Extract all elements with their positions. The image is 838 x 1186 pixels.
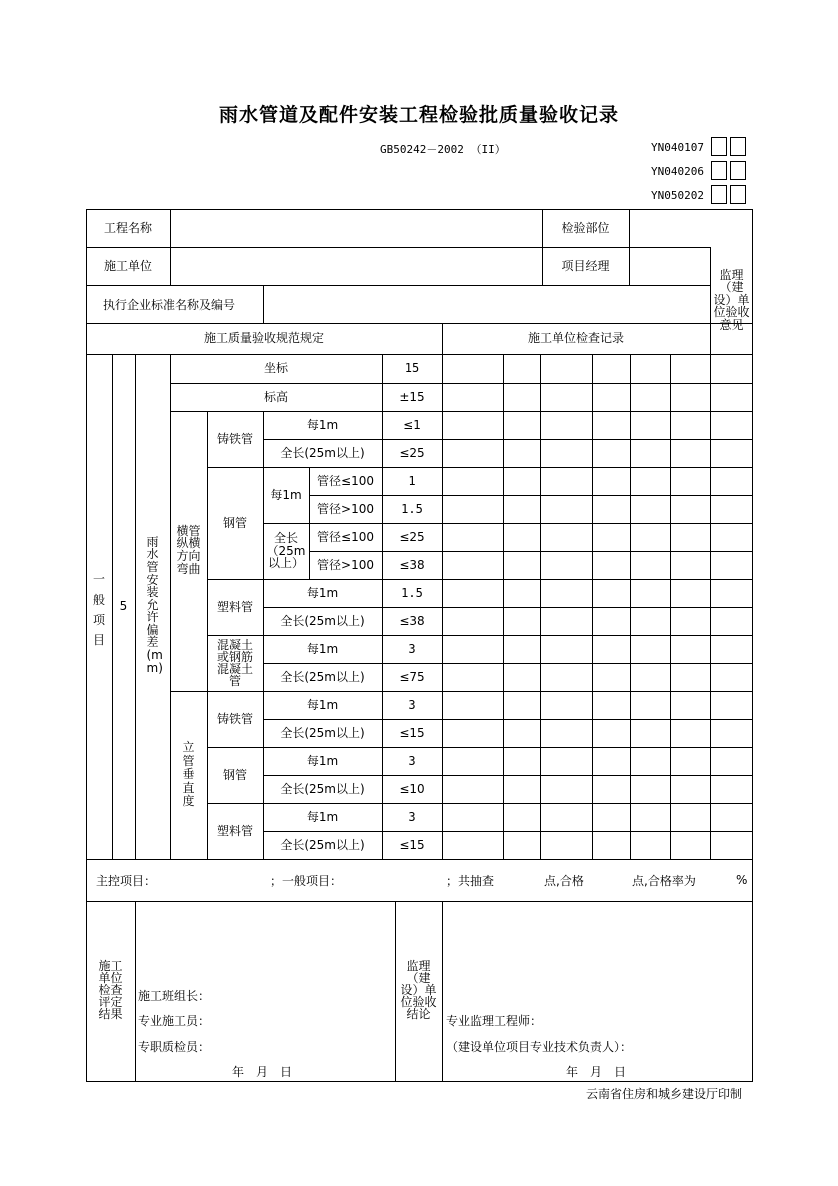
code-box[interactable] (711, 185, 727, 204)
category-label: 雨水管安装允许偏差(mm) (146, 534, 163, 675)
standard-code: GB50242－2002 （II） (380, 143, 506, 156)
per-1m-label: 每1m (306, 585, 339, 600)
value-cell: 3 (408, 753, 416, 768)
project-manager-field[interactable] (630, 248, 710, 285)
full-length-label: 全长(25m以上) (280, 781, 365, 796)
elev-value: ±15 (399, 389, 425, 404)
code-box[interactable] (711, 137, 727, 156)
plastic-label: 塑料管 (216, 823, 253, 838)
supervising-engineer-label: 专业监理工程师： (446, 1013, 543, 1028)
cast-iron-label: 铸铁管 (216, 431, 253, 446)
inspection-part-field[interactable] (630, 210, 752, 247)
diameter-gt100-label: 管径>100 (317, 557, 374, 572)
full-length-label: 全长(25m以上) (280, 837, 365, 852)
value-cell: ≤1 (403, 417, 421, 432)
value-cell: 3 (408, 809, 416, 824)
value-cell: ≤25 (399, 445, 425, 460)
plastic-label: 塑料管 (216, 599, 253, 614)
construction-unit-label: 施工单位 (103, 258, 152, 273)
pass-rate: 点,合格率为 (632, 873, 696, 888)
construction-unit-field[interactable] (171, 248, 541, 285)
owner-tech-label: （建设单位项目专业技术负责人）： (446, 1039, 633, 1054)
value-cell: 1.5 (401, 585, 423, 600)
per-1m-label: 每1m (270, 487, 302, 502)
per-1m-label: 每1m (306, 417, 339, 432)
full-length-label: 全长(25m以上) (280, 445, 365, 460)
printer-footer: 云南省住房和城乡建设厅印制 (585, 1087, 742, 1101)
vertical-plumb-label: 立管垂直度 (182, 740, 195, 809)
project-name-label: 工程名称 (103, 220, 152, 235)
spec-label: 施工质量验收规范规定 (203, 331, 324, 346)
full-length-label: 全长(25m以上) (280, 669, 365, 684)
value-cell: ≤15 (399, 725, 425, 740)
value-cell: 3 (408, 697, 416, 712)
general-items-label: 一般项目 (93, 572, 106, 648)
full-length-label: 全长(25m以上) (280, 725, 365, 740)
diameter-le100-label: 管径≤100 (317, 473, 374, 488)
code-box[interactable] (730, 161, 746, 180)
worker-label: 专业施工员： (138, 1013, 211, 1028)
team-leader-label: 施工班组长： (138, 988, 211, 1003)
value-cell: ≤25 (399, 529, 425, 544)
steel-label: 钢管 (222, 515, 247, 530)
horizontal-bend-label: 横管纵横方向弯曲 (176, 523, 201, 576)
full-length-label: 全长(25m以上) (280, 613, 365, 628)
value-cell: ≤75 (399, 669, 425, 684)
elev-label: 标高 (263, 389, 288, 404)
value-cell: 1 (408, 473, 416, 488)
percent-sign: % (736, 873, 748, 887)
supervision-opinion-label: 监理（建设）单位验收意见 (713, 267, 750, 332)
value-cell: ≤10 (399, 781, 425, 796)
code-box[interactable] (730, 185, 746, 204)
item-number: 5 (119, 599, 128, 614)
signoff-date: 年 月 日 (232, 1064, 293, 1079)
project-manager-label: 项目经理 (561, 258, 610, 273)
value-cell: ≤15 (399, 837, 425, 852)
per-1m-label: 每1m (306, 697, 339, 712)
steel-label: 钢管 (222, 767, 247, 782)
record-label: 施工单位检查记录 (527, 331, 624, 346)
code-box[interactable] (711, 161, 727, 180)
code-box[interactable] (730, 137, 746, 156)
cast-iron-label: 铸铁管 (216, 711, 253, 726)
form-code-1: YN040107 (651, 141, 704, 154)
value-cell: 3 (408, 641, 416, 656)
form-title: 雨水管道及配件安装工程检验批质量验收记录 (218, 104, 619, 126)
inspector-label: 专职质检员： (138, 1039, 211, 1054)
pass-points: 点,合格 (544, 873, 584, 888)
concrete-label: 混凝土或钢筋混凝土管 (216, 638, 253, 688)
coord-label: 坐标 (263, 361, 288, 376)
value-cell: ≤38 (399, 557, 425, 572)
general-items-summary: ；一般项目： (270, 873, 343, 888)
main-control-label: 主控项目： (96, 873, 157, 888)
per-1m-label: 每1m (306, 753, 339, 768)
diameter-gt100-label: 管径>100 (317, 501, 374, 516)
supervision-result-label: 监理（建设）单位验收结论 (400, 959, 437, 1021)
full-length-steel-label: 全长（25m以上） (266, 531, 306, 571)
value-cell: ≤38 (399, 613, 425, 628)
signoff-date-2: 年 月 日 (566, 1064, 627, 1079)
total-checked: ；共抽查 (446, 873, 495, 888)
enterprise-standard-field[interactable] (264, 286, 710, 323)
form-code-3: YN050202 (651, 189, 704, 202)
inspection-part-label: 检验部位 (561, 220, 610, 235)
per-1m-label: 每1m (306, 641, 339, 656)
diameter-le100-label: 管径≤100 (317, 529, 374, 544)
project-name-field[interactable] (171, 210, 541, 247)
form-code-2: YN040206 (651, 165, 704, 178)
value-cell: 1.5 (401, 501, 423, 516)
per-1m-label: 每1m (306, 809, 339, 824)
enterprise-standard-label: 执行企业标准名称及编号 (103, 297, 236, 312)
construction-result-label: 施工单位检查评定结果 (98, 959, 123, 1021)
coord-value: 15 (404, 361, 420, 376)
